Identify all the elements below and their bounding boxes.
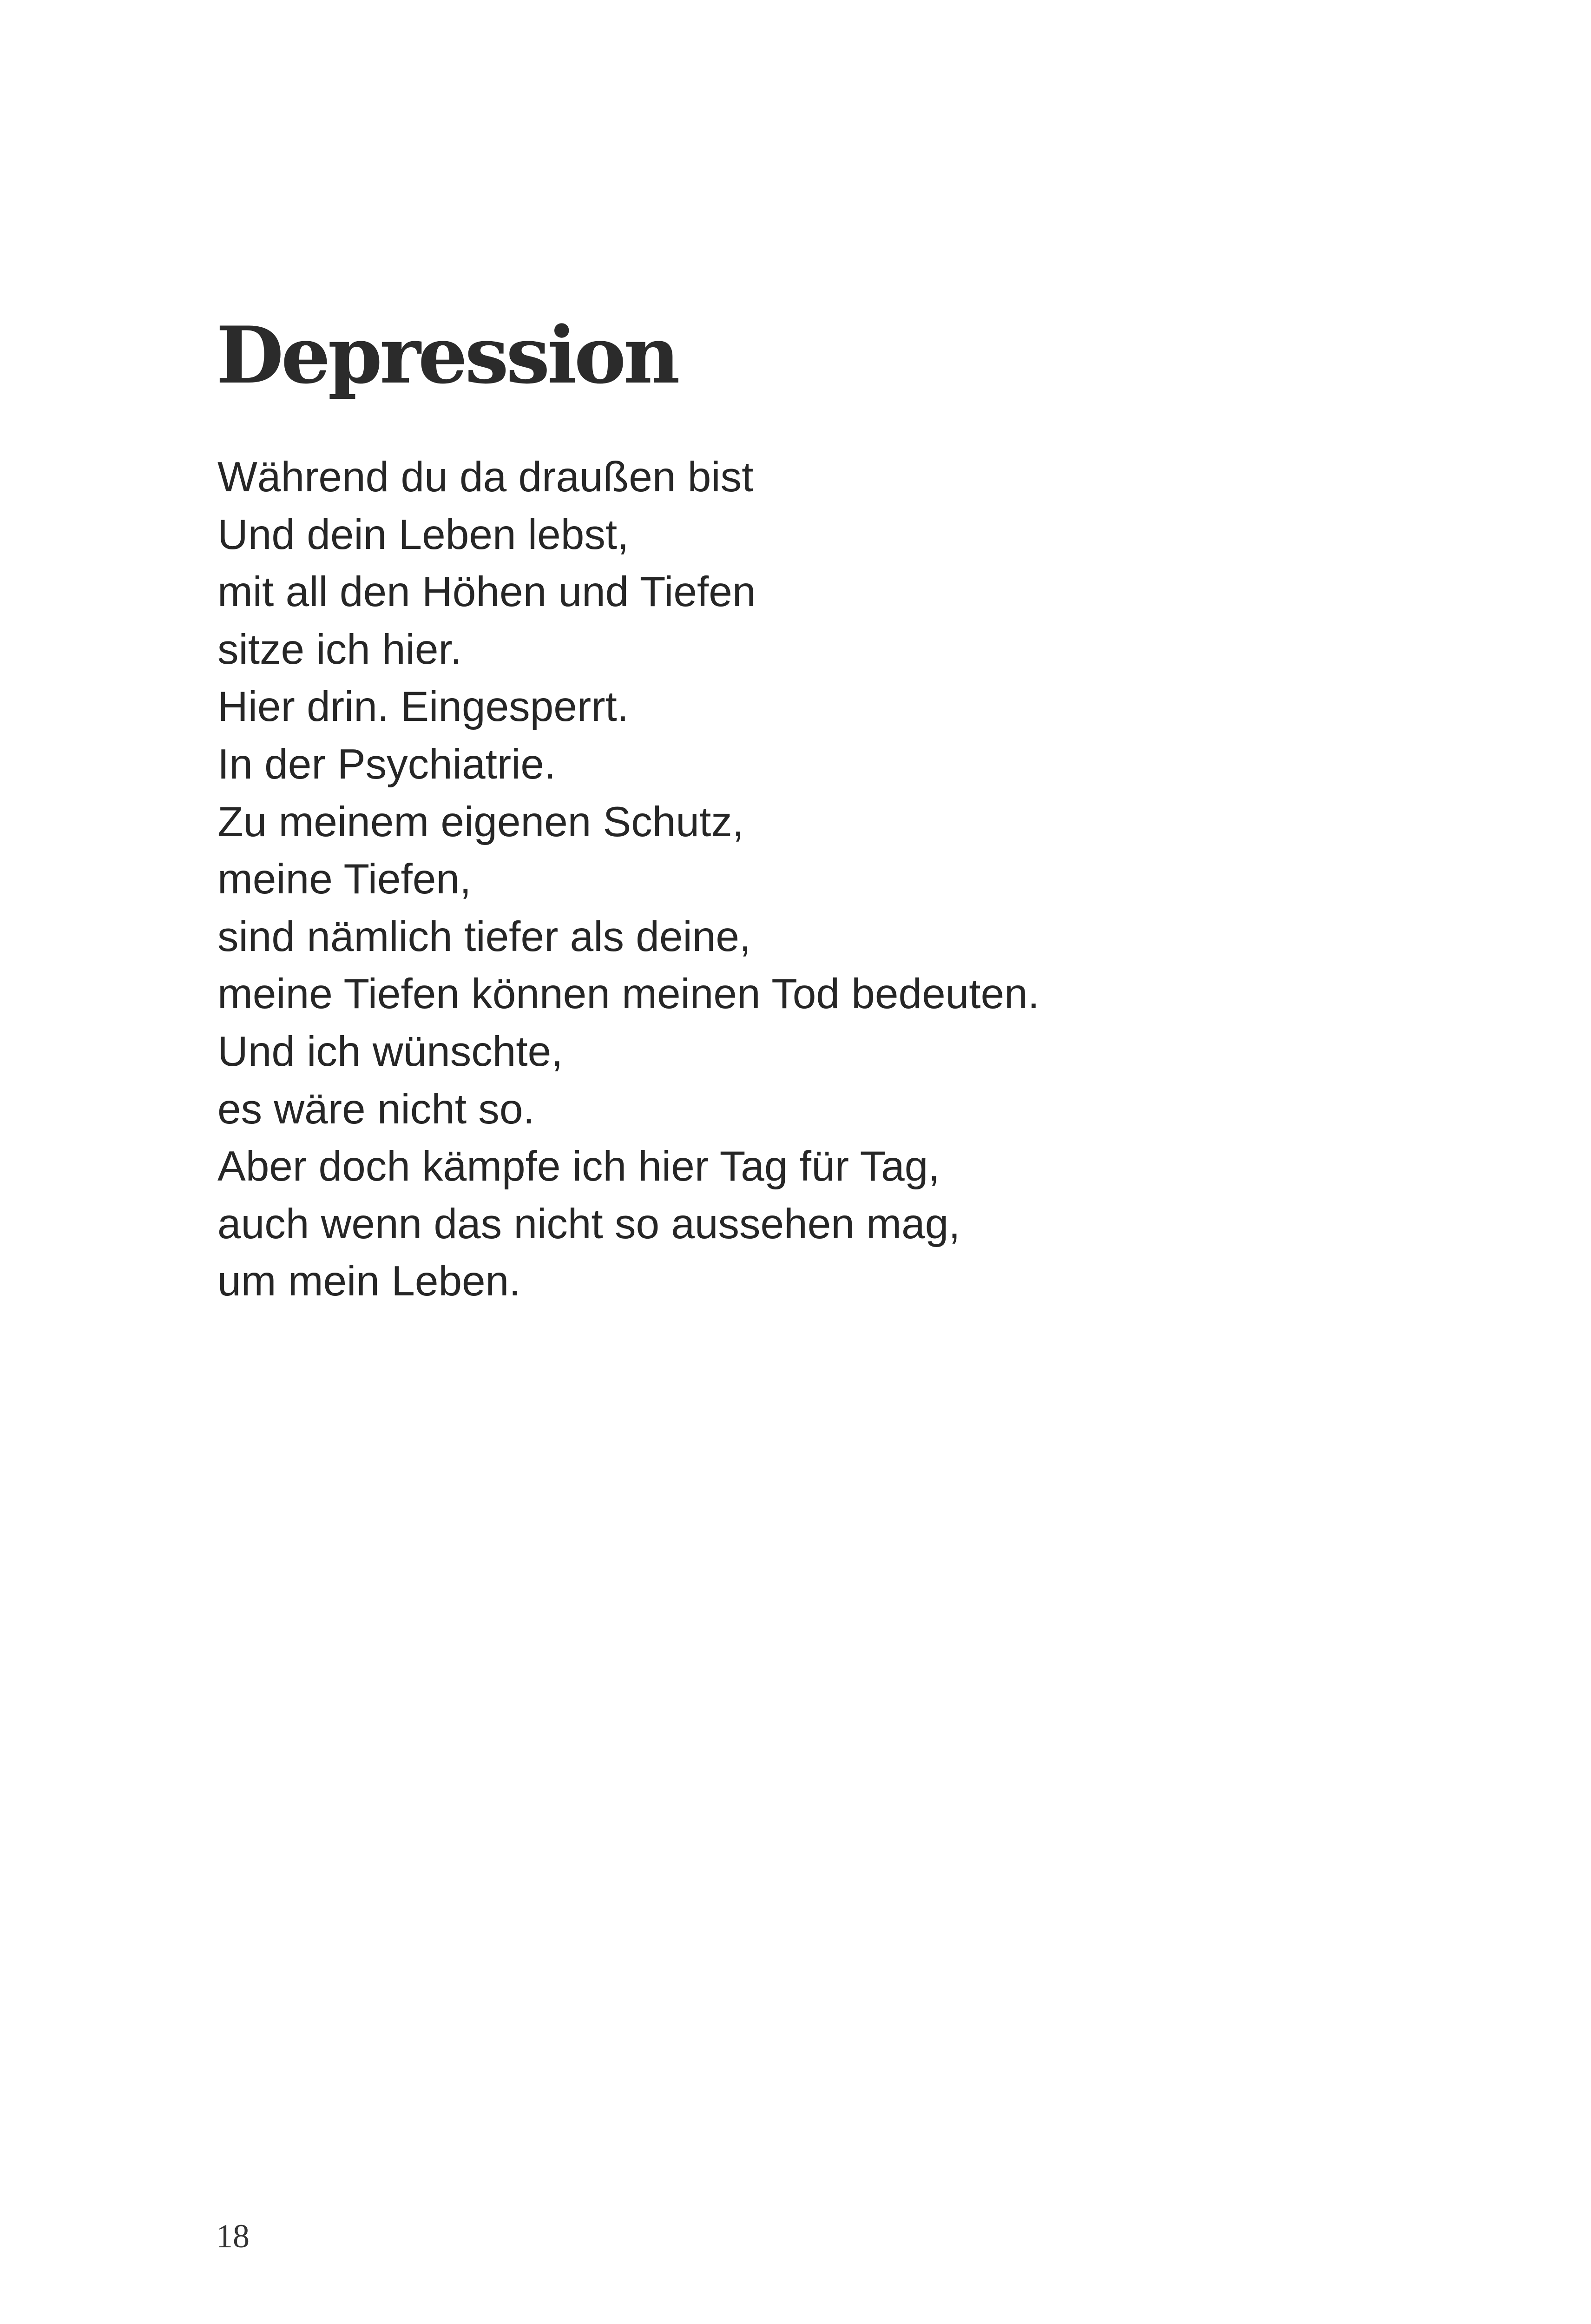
- poem-line: mit all den Höhen und Tiefen: [217, 568, 756, 616]
- poem-line: es wäre nicht so.: [217, 1085, 535, 1133]
- poem-line: Während du da draußen bist: [217, 454, 754, 501]
- poem-line: auch wenn das nicht so aussehen mag,: [217, 1200, 960, 1248]
- poem-line: um mein Leben.: [217, 1258, 521, 1305]
- poem-line: meine Tiefen,: [217, 856, 472, 903]
- page-number: 18: [216, 2218, 250, 2255]
- poem-line: In der Psychiatrie.: [217, 740, 556, 788]
- poem-body: [217, 449, 1039, 1310]
- poem-line: Zu meinem eigenen Schutz,: [217, 798, 744, 845]
- poem-line: sitze ich hier.: [217, 626, 462, 673]
- poem-line: Hier drin. Eingesperrt.: [217, 683, 629, 731]
- poem-line: Aber doch kämpfe ich hier Tag für Tag,: [217, 1143, 940, 1190]
- poem-line: meine Tiefen können meinen Tod bedeuten.: [217, 971, 1040, 1018]
- poem-title: Depression: [216, 309, 677, 401]
- poem-line: Und ich wünschte,: [217, 1028, 563, 1075]
- poem-line: Und dein Leben lebst,: [217, 511, 629, 558]
- poem-line: sind nämlich tiefer als deine,: [217, 913, 751, 960]
